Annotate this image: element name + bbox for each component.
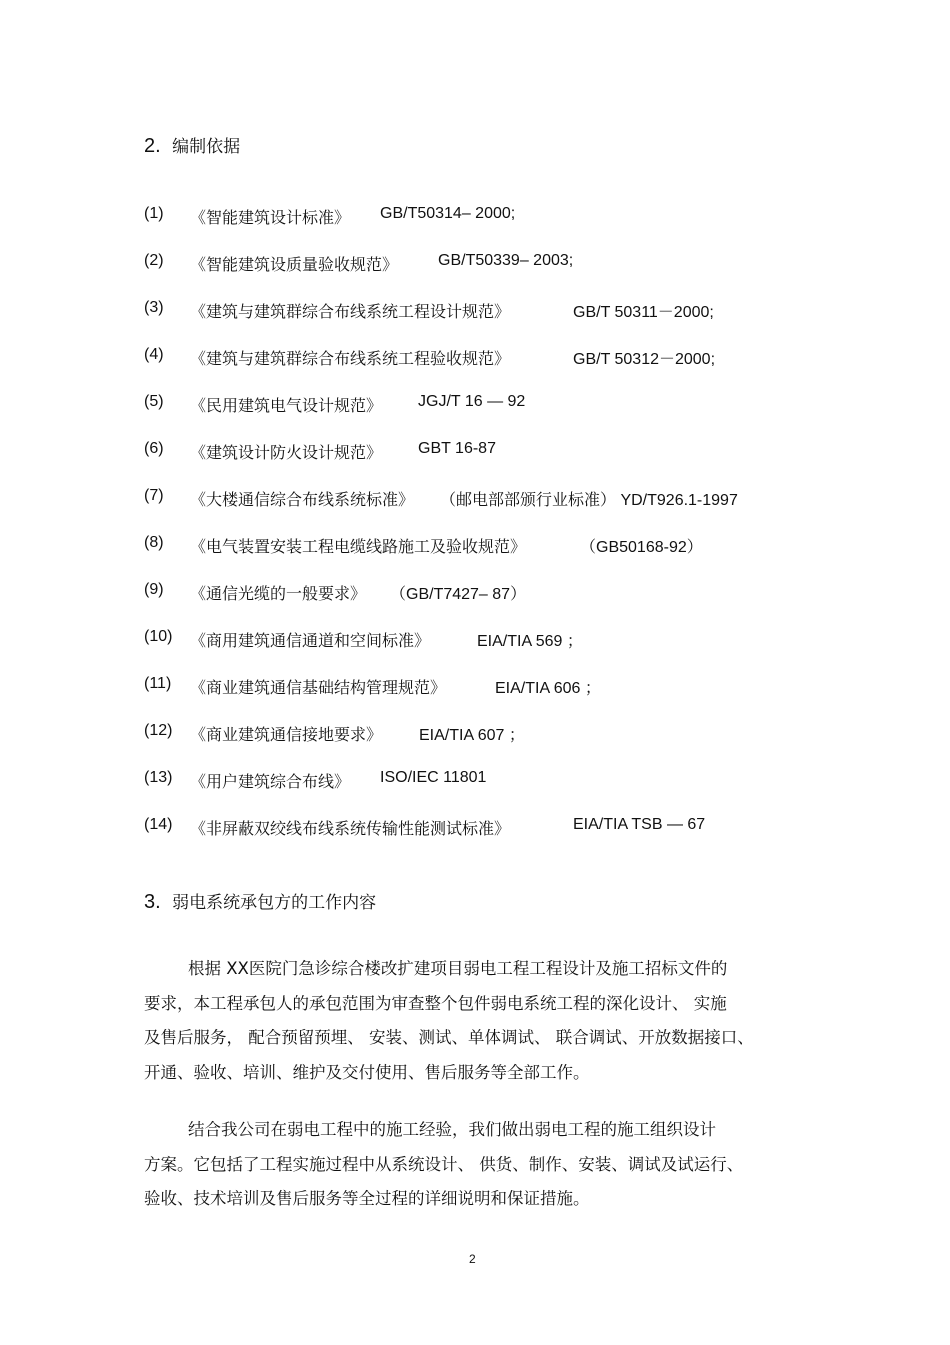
- reference-title: 《建筑与建筑群综合布线系统工程验收规范》: [190, 349, 511, 368]
- reference-code: （GB/T7427– 87）: [390, 586, 527, 603]
- reference-index: (12): [144, 722, 173, 739]
- reference-index: (2): [144, 252, 164, 269]
- reference-index: (9): [144, 581, 164, 598]
- reference-index: (4): [144, 346, 164, 363]
- reference-title: 《商业建筑通信基础结构管理规范》: [190, 678, 447, 697]
- reference-title: 《非屏蔽双绞线布线系统传输性能测试标准》: [190, 819, 511, 838]
- reference-index: (3): [144, 299, 164, 316]
- reference-code: EIA/TIA 606 ；: [495, 680, 601, 697]
- paragraph-line: 方案。它包括了工程实施过程中从系统设计、 供货、制作、安装、调试及试运行、: [144, 1154, 744, 1174]
- reference-code: EIA/TIA 569 ；: [477, 633, 583, 650]
- paragraph-line: 结合我公司在弱电工程中的施工经验，我们做出弱电工程的施工组织设计: [188, 1120, 716, 1139]
- reference-title: 《大楼通信综合布线系统标准》: [190, 490, 415, 509]
- section-2-title: 编制依据: [172, 137, 241, 157]
- reference-code: （邮电部部颁行业标准） YD/T926.1-1997: [440, 492, 738, 509]
- reference-title: 《智能建筑设质量验收规范》: [190, 255, 399, 274]
- reference-index: (14): [144, 816, 173, 833]
- page-number: 2: [469, 1252, 476, 1266]
- reference-index: (10): [144, 628, 173, 645]
- paragraph-scope: [144, 952, 808, 1090]
- reference-code: GB/T 50311－2000;: [573, 304, 714, 321]
- reference-title: 《民用建筑电气设计规范》: [190, 396, 383, 415]
- paragraph-line: 根据 XX医院门急诊综合楼改扩建项目弱电工程工程设计及施工招标文件的: [188, 959, 728, 978]
- reference-title: 《建筑设计防火设计规范》: [190, 443, 383, 462]
- paragraph-line: 验收、技术培训及售后服务等全过程的详细说明和保证措施。: [144, 1189, 590, 1208]
- reference-title: 《商用建筑通信通道和空间标准》: [190, 631, 431, 650]
- reference-index: (1): [144, 205, 164, 222]
- reference-code: GB/T 50312－2000;: [573, 351, 716, 368]
- reference-code: EIA/TIA 607 ；: [419, 727, 525, 744]
- reference-title: 《通信光缆的一般要求》: [190, 584, 367, 603]
- reference-index: (7): [144, 487, 164, 504]
- reference-title: 《电气装置安装工程电缆线路施工及验收规范》: [190, 537, 527, 556]
- section-2-heading: [144, 132, 240, 158]
- reference-code: EIA/TIA TSB — 67: [573, 816, 706, 833]
- reference-code: （GB50168-92）: [580, 539, 703, 556]
- paragraph-line: 及售后服务， 配合预留预埋、 安装、测试、单体调试、 联合调试、开放数据接口、: [144, 1028, 754, 1047]
- reference-code: GB/T50314– 2000;: [380, 205, 516, 222]
- reference-index: (11): [144, 675, 172, 692]
- reference-code: GBT 16-87: [418, 440, 496, 457]
- reference-code: JGJ/T 16 — 92: [418, 393, 526, 410]
- reference-title: 《用户建筑综合布线》: [190, 772, 351, 791]
- reference-index: (6): [144, 440, 164, 457]
- paragraph-line: 开通、验收、培训、维护及交付使用、售后服务等全部工作。: [144, 1062, 590, 1082]
- reference-title: 《商业建筑通信接地要求》: [190, 725, 383, 744]
- section-3-number: 3.: [144, 891, 161, 913]
- section-3-heading: [144, 888, 376, 914]
- section-3-title: 弱电系统承包方的工作内容: [172, 893, 377, 913]
- reference-index: (8): [144, 534, 164, 551]
- reference-index: (5): [144, 393, 164, 410]
- section-2-number: 2.: [144, 135, 161, 157]
- reference-title: 《智能建筑设计标准》: [190, 208, 351, 227]
- paragraph-line: 要求，本工程承包人的承包范围为审查整个包件弱电系统工程的深化设计、 实施: [144, 993, 727, 1013]
- reference-code: ISO/IEC 11801: [380, 769, 487, 786]
- reference-code: GB/T50339– 2003;: [438, 252, 574, 269]
- paragraph-experience: [144, 1113, 808, 1217]
- reference-index: (13): [144, 769, 173, 786]
- reference-title: 《建筑与建筑群综合布线系统工程设计规范》: [190, 302, 511, 321]
